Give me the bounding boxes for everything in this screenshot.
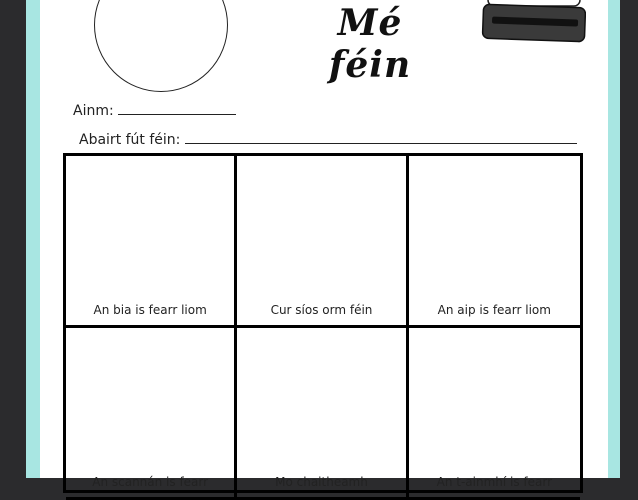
sentence-label: Abairt fút féin: <box>79 132 181 148</box>
grid-cell <box>66 156 237 328</box>
activity-grid <box>63 153 583 493</box>
cell-label: Cur síos orm féin <box>270 303 373 317</box>
cell-label: An scannán is fearr <box>92 475 209 489</box>
cell-label: Mo chaitheamh <box>275 475 368 489</box>
cell-label: An t-ainmhí is fearr <box>436 475 553 489</box>
name-label: Ainm: <box>73 103 114 119</box>
cell-label: An aip is fearr liom <box>437 303 551 317</box>
grid-cell <box>66 328 237 500</box>
grid-cell <box>237 156 408 328</box>
grid-cell <box>237 328 408 500</box>
name-line[interactable] <box>118 102 236 115</box>
grid-cell <box>409 328 580 500</box>
page-title: Mé féin <box>328 2 412 86</box>
sentence-line[interactable] <box>185 131 577 144</box>
sentence-field <box>79 131 577 148</box>
cell-label: An bia is fearr liom <box>93 303 207 317</box>
stamp-illustration <box>480 0 586 44</box>
name-field <box>73 102 236 119</box>
grid-cell <box>409 156 580 328</box>
